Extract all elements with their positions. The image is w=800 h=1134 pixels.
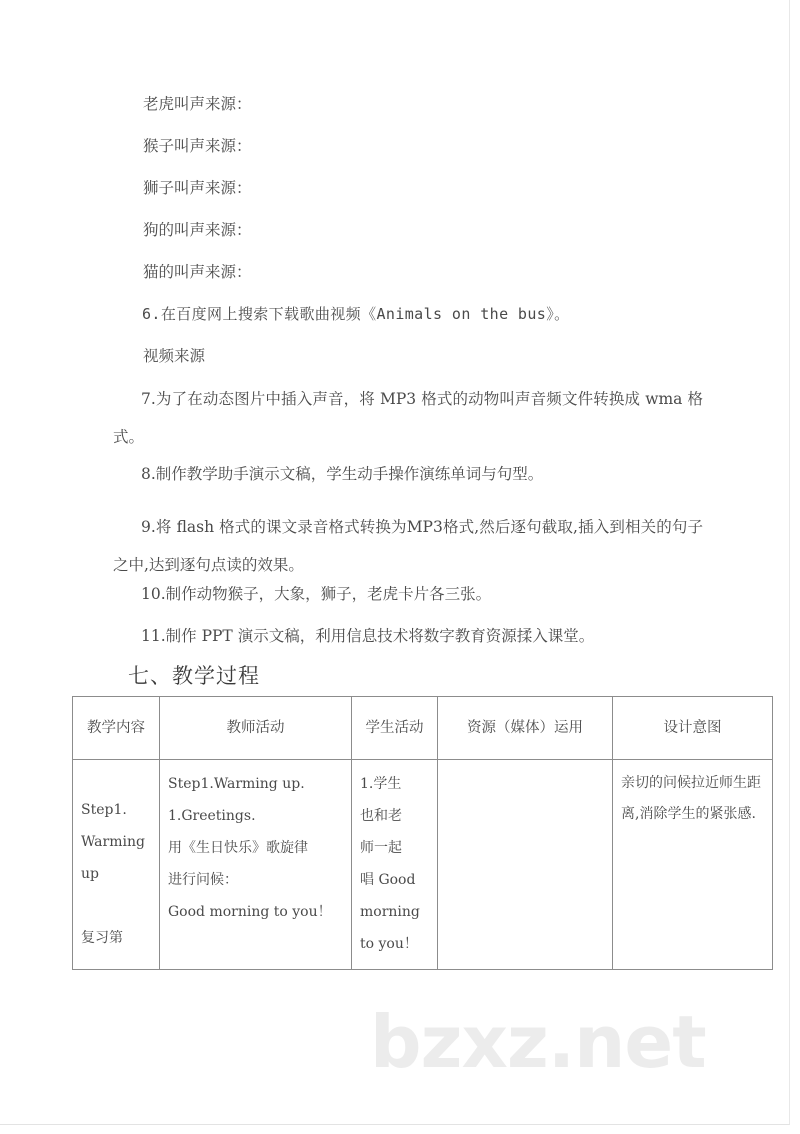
teacher-line-1: Step1.Warming up. [168,776,305,792]
cell-teacher-activity [160,760,352,970]
student-line-1: 1.学生 [360,776,402,792]
video-source-label: 视频来源 [143,347,206,365]
cell-design-intent [613,760,773,970]
site-watermark: bzxz.net [370,1000,706,1084]
header-cell-student-activity: 学生活动 [352,697,438,760]
table-row [73,760,773,970]
list-item-10: 10.制作动物猴子，大象，狮子，老虎卡片各三张。 [141,585,492,603]
list-item-6: 6.在百度网上搜索下载歌曲视频《Animals on the bus》。 [142,305,570,323]
header-cell-resource-use: 资源（媒体）运用 [438,697,613,760]
sound-source-line-lion: 狮子叫声来源： [143,179,252,197]
sound-source-line-cat: 猫的叫声来源： [143,263,252,281]
student-line-5: morning [360,904,420,920]
list-item-8: 8.制作教学助手演示文稿，学生动手操作演练单词与句型。 [141,465,544,483]
list-item-9: 9.将 flash 格式的课文录音格式转换为MP3格式,然后逐句截取,插入到相关的句子之中,达到逐句点读的效果。 [113,518,703,574]
cell-student-activity [352,760,438,970]
content-line-3: up [81,866,99,882]
section-heading-teaching-process: 七、教学过程 [128,664,260,688]
content-line-1: Step1. [81,802,127,818]
sound-source-line-dog: 狗的叫声来源： [143,221,252,239]
header-cell-content: 教学内容 [73,697,160,760]
teacher-line-2: 1.Greetings. [168,808,256,824]
content-line-4: 复习第 [81,930,123,946]
teacher-line-3: 用《生日快乐》歌旋律 [168,840,308,856]
cell-teaching-content [73,760,160,970]
header-cell-design-intent: 设计意图 [613,697,773,760]
teaching-process-table [72,696,773,970]
header-cell-teacher-activity: 教师活动 [160,697,352,760]
table-header-row [73,697,773,760]
cell-resource-use [438,760,613,970]
student-line-3: 师一起 [360,840,402,856]
student-line-6: to you！ [360,936,418,952]
content-line-2: Warming [81,834,145,850]
list-item-11: 11.制作 PPT 演示文稿，利用信息技术将数字教育资源揉入课堂。 [141,627,595,645]
sound-source-line-tiger: 老虎叫声来源： [143,95,252,113]
design-intent-text: 亲切的问候拉近师生距离,消除学生的紧张感. [621,775,761,822]
teacher-line-4: 进行问候： [168,872,238,888]
list-item-7: 7.为了在动态图片中插入声音，将 MP3 格式的动物叫声音频文件转换成 wma 格式。 [113,390,703,446]
student-line-2: 也和老 [360,808,402,824]
teacher-line-5: Good morning to you！ [168,904,332,920]
content-spacer [81,890,153,922]
sound-source-line-monkey: 猴子叫声来源： [143,137,252,155]
student-line-4: 唱 Good [360,872,416,888]
